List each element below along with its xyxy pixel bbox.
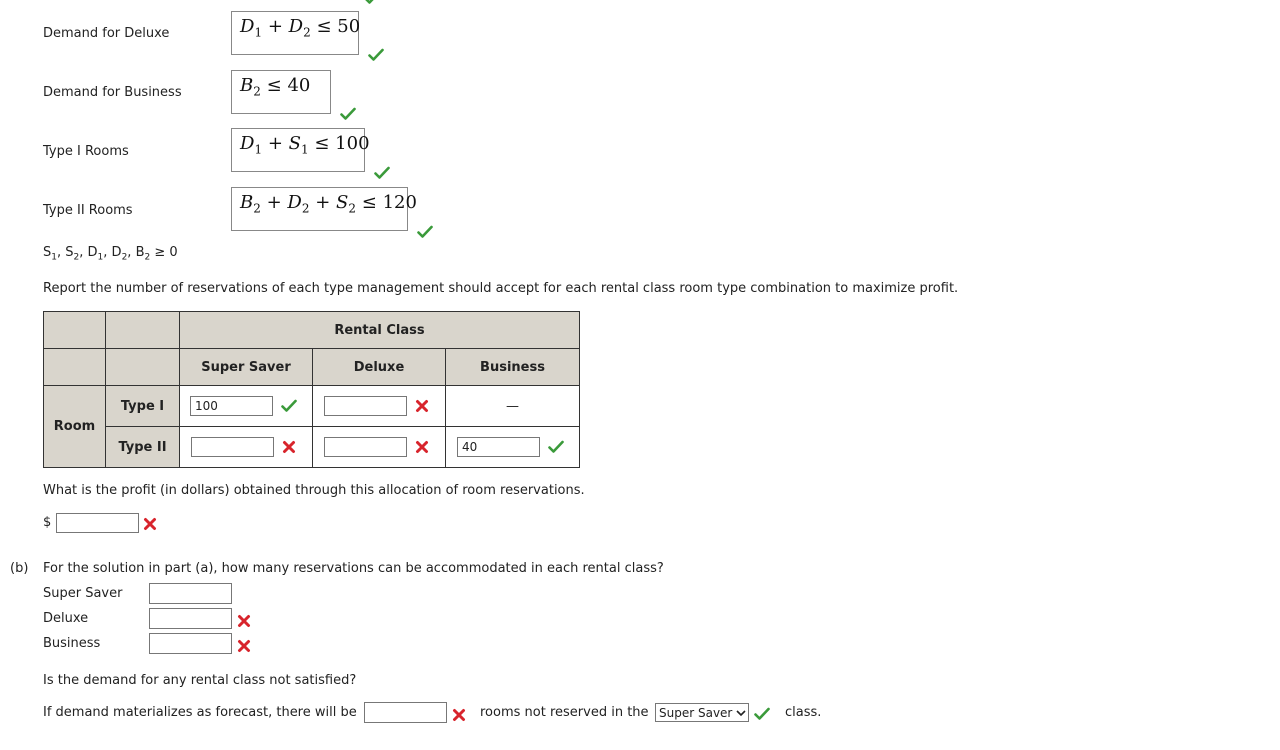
row-header-type-ii: Type II [106,427,180,468]
rental-class-select-value: Super Saver [659,705,733,720]
type-ii-super-saver-input[interactable] [191,437,274,457]
sentence-mid: rooms not reserved in the [480,705,649,720]
constraint-business-expression: $B_2 \le 40$ [231,70,331,114]
nonnegativity-constraint: $S_1$, $S_2$, $D_1$, $D_2$, $B_2 \ge 0$ [43,245,178,263]
check-icon [368,48,384,62]
demand-question: Is the demand for any rental class not satisfied? [43,673,357,688]
row-header-type-i: Type I [106,386,180,427]
constraint-label-type-i: Type I Rooms [43,144,129,159]
deluxe-capacity-input[interactable] [149,608,232,629]
cross-icon [415,440,429,454]
sentence-end: class. [785,705,822,720]
rental-class-header: Rental Class [180,312,580,349]
check-icon [754,707,770,721]
constraint-type-ii-expression: $B_2 + D_2 + S_2 \le 120$ [231,187,408,231]
constraint-label-type-ii: Type II Rooms [43,203,133,218]
constraint-label-business: Demand for Business [43,85,182,100]
type-ii-deluxe-input[interactable] [324,437,407,457]
sentence-start: If demand materializes as forecast, there will be [43,705,357,720]
check-icon [548,440,564,454]
cell-type-i-deluxe [313,386,446,427]
part-b-question: For the solution in part (a), how many reservations can be accommodated in each rental class? [43,561,664,576]
business-capacity-input[interactable] [149,633,232,654]
cell-type-i-business: — [446,386,580,427]
check-icon [281,399,297,413]
type-ii-business-input[interactable] [457,437,540,457]
cross-icon [237,614,251,628]
cross-icon [282,440,296,454]
constraint-label-deluxe: Demand for Deluxe [43,26,170,41]
cell-type-ii-deluxe [313,427,446,468]
row-group-room: Room [44,386,106,468]
profit-input[interactable] [56,513,139,533]
reservation-table [43,311,580,468]
constraint-deluxe-expression: $D_1 + D_2 \le 50$ [231,11,359,55]
check-icon [374,166,390,180]
cross-icon [237,639,251,653]
rooms-not-reserved-input[interactable] [364,702,447,723]
cross-icon [452,708,466,722]
type-i-deluxe-input[interactable] [324,396,407,416]
report-instruction: Report the number of reservations of each type management should accept for each rental class room type combination to maximize profit. [43,281,959,296]
check-icon [364,0,380,5]
column-header-deluxe: Deluxe [313,349,446,386]
column-header-super-saver: Super Saver [180,349,313,386]
cell-type-i-super-saver [180,386,313,427]
profit-question: What is the profit (in dollars) obtained through this allocation of room reservations. [43,483,585,498]
label-deluxe: Deluxe [43,611,89,626]
cell-type-ii-business [446,427,580,468]
check-icon [417,225,433,239]
label-super-saver: Super Saver [43,586,123,601]
rental-class-select[interactable] [655,703,749,722]
cross-icon [143,517,157,531]
label-business: Business [43,636,101,651]
super-saver-capacity-input[interactable] [149,583,232,604]
currency-symbol: $ [43,515,52,530]
cell-type-ii-super-saver [180,427,313,468]
chevron-down-icon [736,709,746,717]
column-header-business: Business [446,349,580,386]
type-i-super-saver-input[interactable] [190,396,273,416]
check-icon [340,107,356,121]
cross-icon [415,399,429,413]
part-b-tag: (b) [10,561,29,576]
constraint-type-i-expression: $D_1 + S_1 \le 100$ [231,128,365,172]
